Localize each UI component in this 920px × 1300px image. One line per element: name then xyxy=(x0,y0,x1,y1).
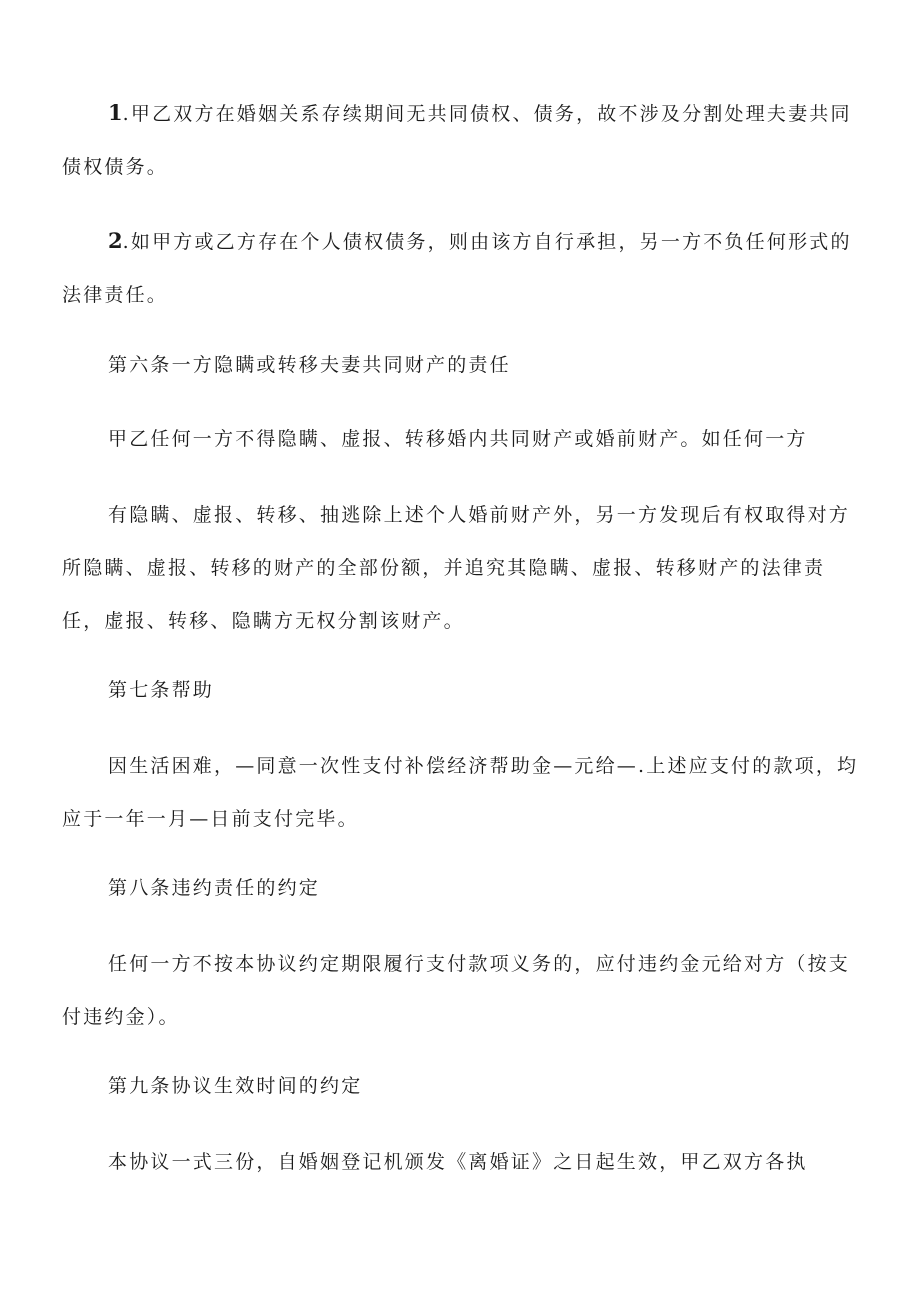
paragraph-debt-clause-2 xyxy=(62,214,862,322)
paragraph-article-9-body: 本协议一式三份，自婚姻登记机颁发《离婚证》之日起生效，甲乙双方各执 xyxy=(108,1151,808,1173)
article-8-heading: 第八条违约责任的约定 xyxy=(108,877,321,899)
paragraph-text: .如甲方或乙方存在个人债权债务，则由该方自行承担，另一方不负任何形式的法律责任。 xyxy=(62,231,852,306)
paragraph-text: .甲乙双方在婚姻关系存续期间无共同债权、债务，故不涉及分割处理夫妻共同债权债务。 xyxy=(62,103,852,178)
paragraph-debt-clause-1 xyxy=(62,86,862,194)
paragraph-article-6-line-1: 甲乙任何一方不得隐瞒、虚报、转移婚内共同财产或婚前财产。如任何一方 xyxy=(108,428,808,450)
paragraph-article-6-body: 有隐瞒、虚报、转移、抽逃除上述个人婚前财产外，另一方发现后有权取得对方所隐瞒、虚报、转移的财产的全部份额，并追究其隐瞒、虚报、转移财产的法律责任，虚报、转移、隐瞒方无权分割该财产。 xyxy=(62,504,851,632)
clause-number: 2 xyxy=(108,228,123,253)
article-6-heading: 第六条一方隐瞒或转移夫妻共同财产的责任 xyxy=(108,354,511,376)
paragraph-article-8-body: 任何一方不按本协议约定期限履行支付款项义务的，应付违约金元给对方（按支付违约金）。 xyxy=(62,953,851,1028)
paragraph-article-7-body: 因生活困难，—同意一次性支付补偿经济帮助金—元给—.上述应支付的款项，均应于一年一月—日前支付完毕。 xyxy=(62,755,859,830)
article-9-heading: 第九条协议生效时间的约定 xyxy=(108,1075,363,1097)
article-7-heading: 第七条帮助 xyxy=(108,679,215,701)
clause-number: 1 xyxy=(108,100,123,125)
